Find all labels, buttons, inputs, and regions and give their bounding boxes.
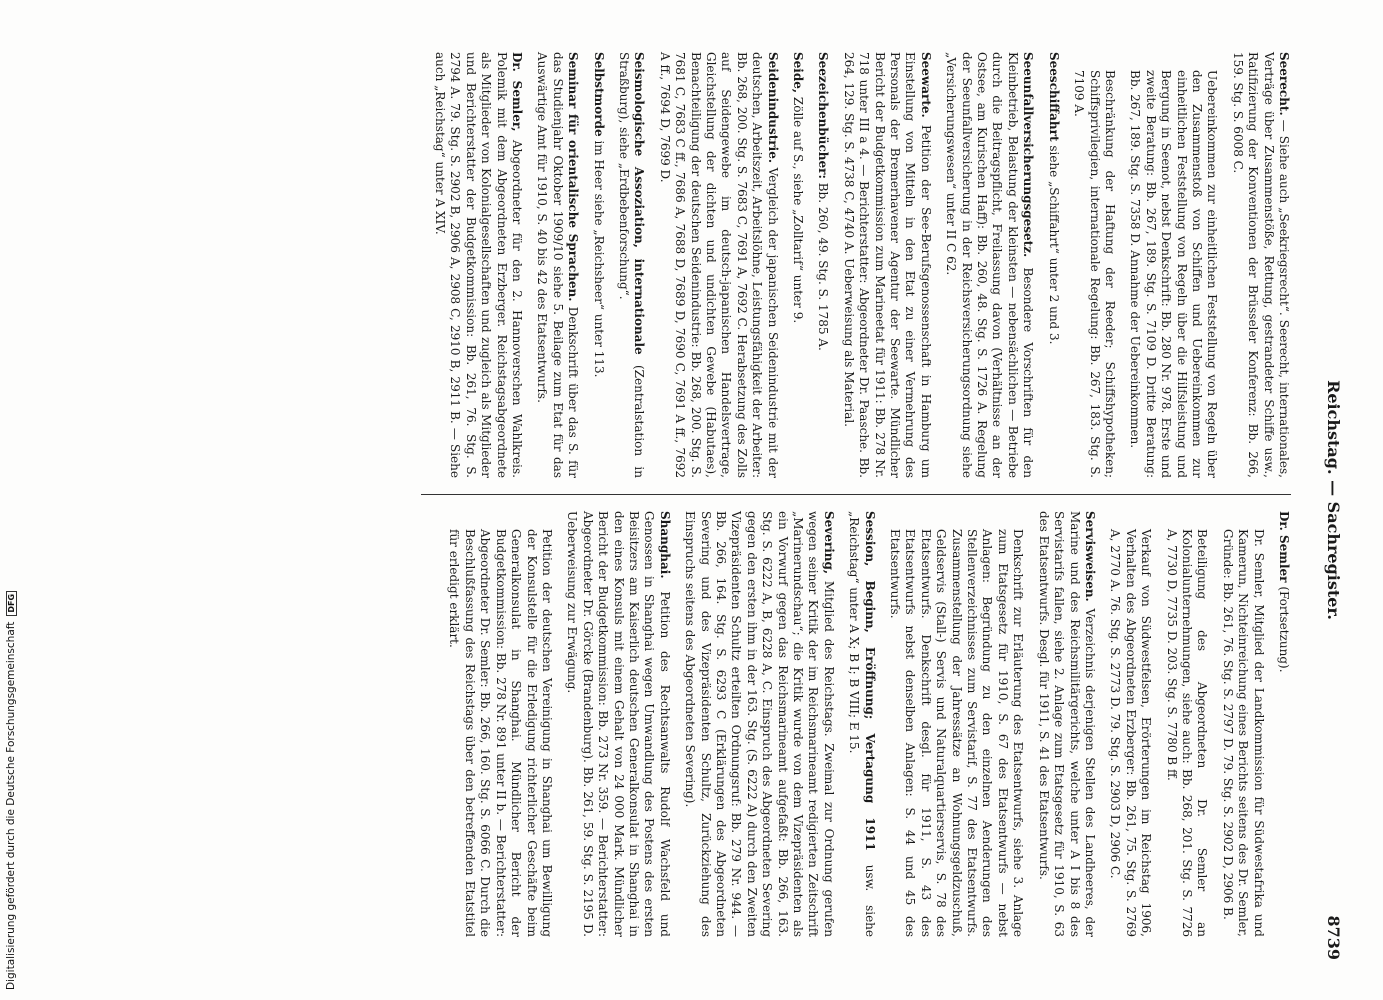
register-entry <box>790 52 805 478</box>
right-column <box>422 499 1292 949</box>
entry-lemma: Seerecht. <box>1277 52 1291 116</box>
column-divider <box>422 494 1292 495</box>
entry-text: (Fortsetzung). <box>1277 586 1291 673</box>
register-entry <box>1071 70 1117 478</box>
register-entry <box>840 52 932 478</box>
entry-text: Zölle auf S., siehe „Zolltarif“ unter 9. <box>791 96 806 324</box>
entry-lemma: Severing, <box>821 511 836 575</box>
register-entry <box>534 52 580 478</box>
entry-text: Verzeichnis derjenigen Stellen des Landheeres, der Marine und des Reichsmilitärgerichts, welche unter A I bis 8 des Servistarifs fallen, siehe 2. Anlage zum Etatsgesetz für 1910, S. 63 des Etatsentwurfs. Desgl. für 1911, S. 41 des Etatsentwurfs. <box>1036 511 1097 937</box>
register-entry <box>1045 52 1060 478</box>
page-title: Reichstag. — Sachregister. <box>1324 380 1343 620</box>
register-entry <box>564 511 672 937</box>
entry-text: (Zentralstation in Straßburg), siehe „Erdbebenforschung“. <box>616 52 647 478</box>
entry-lemma: Seidenindustrie. <box>765 52 780 163</box>
entry-text: Uebereinkommen zur einheitlichen Feststellung von Regeln über den Zusammenstoß von Schiffen und Uebereinkommen zur einheitlichen Feststellung von Regeln über die Hilfsleistung und Bergung in Seenot, nebst Denkschrift: Bb. 280 Nr. 978. Erste und zweite Beratung: Bb. 267, 189. Stg. S. 7109 D. Dritte Beratung: Bb. 267, 189. Stg. S. 7358 D. Annahme der Uebereinkommen. <box>1128 70 1220 478</box>
entry-text: im Heer siehe „Reichsheer“ unter 113. <box>591 140 606 378</box>
entry-text: Petition der See-Berufsgenossenschaft in Hamburg um Einstellung von Mitteln in den Etat zu einer Vermehrung des Personals der Bremerhavener Agentur der Seewarte. Mündlicher Bericht der Budgetkommission zum Marineetat für 1911: Bb. 278 Nr. 718 unter III a 4. — Berichterstatter: Abgeordneter Dr. Paasche. Bb. 264, 129. Stg. S. 4738 C, 4740 A. Ueberweisung als Material. <box>841 52 933 478</box>
register-entry <box>446 529 554 937</box>
entry-lemma: Seezeichenbücher: <box>816 52 831 179</box>
register-entry <box>616 52 647 478</box>
entry-lemma: Seminar für orientalische Sprachen. <box>566 52 581 302</box>
register-entry <box>1107 529 1153 937</box>
entry-text: Denkschrift zur Erläuterung des Etatsentwurfs, siehe 3. Anlage zum Etatsgesetz für 1910, S. 67 des Etatsentwurfs — nebst Anlagen: Begründung zu den einzelnen Aenderungen des Stellenverzeichnisses zum Servistarif, S. 77 des Etatsentwurfs. Zusammenstellung der Jahressätze an Wohnungsgeldzuschuß, Geldservis (Stall-) Servis und Naturalquartierservis, S. 78 des Etatsentwurfs. Denkschrift desgl. für 1911, S. 43 des Etatsentwurfs nebst denselben Anlagen: S. 44 und 45 des Etatsentwurfs. <box>888 529 1026 937</box>
entry-text: Denkschrift über das S. für das Studienjahr Oktober 1909/10 siehe 5. Beilage zum Etat für das Auswärtige Amt für 1910, S. 40 bis 42 des Etatsentwurfs. <box>535 52 581 478</box>
entry-text: Beteiligung des Abgeordneten Dr. Semler an Kolonialunternehmungen, siehe auch: Bb. 268, 201. Stg. S. 7726 A, 7730 D, 7735 D. 203. Stg. S. 7780 B ff. <box>1164 529 1210 937</box>
entry-lemma: Shanghai. <box>657 511 672 579</box>
register-entry <box>1219 529 1265 937</box>
register-entry <box>590 52 605 478</box>
entry-text: usw. siehe „Reichstag“ unter A X; B I; B VIII; E 15. <box>847 511 877 937</box>
entry-text: Bb. 260, 49. Stg. S. 1785 A. <box>816 182 831 351</box>
entry-lemma: Session, Beginn, Eröffnung; Vertagung 1911 <box>862 511 877 851</box>
credit-text: Digitalisierung gefördert durch die Deutsche Forschungsgemeinschaft <box>5 621 17 990</box>
two-column-body <box>422 40 1292 960</box>
entry-lemma: Seewarte. <box>918 52 933 118</box>
entry-text: Abgeordneter für den 2. Hannoverschen Wahlkreis. Polemik mit dem Abgeordneten Erzberger. Reichstagsabgeordnete als Mitglieder von Kolonialgesellschaften und zugleich als Mitglieder und Berichterstatter der Budgetkommission: Bb. 261, 76. Stg. S. 2794 A. 79. Stg. S. 2902 B, 2906 A, 2908 C, 2910 B, 2911 B. — Siehe auch „Reichstag“ unter A XIV. <box>432 52 524 478</box>
entry-text: Besondere Vorschriften für den Kleinbetrieb, Belastung der kleinsten — nebensächlichen — Betriebe durch die Beitragspflicht, Freilassung davon (Verhältnisse an der Ostsee, am Kurischen Haff): Bb. 260, 48. Stg. S. 1726 A. Regelung der Seeunfallversicherung in der Reichsversicherungsordnung siehe „Versicherungswesen“ unter II C 62. <box>944 52 1036 478</box>
register-entry <box>1035 511 1097 937</box>
entry-text: Beschränkung der Haftung der Reeder; Schiffshypotheken; Schiffsprivilegien, internationale Regelung: Bb. 267, 183. Stg. S. 7109 A. <box>1072 70 1117 478</box>
register-entry <box>815 52 830 478</box>
entry-text: Vergleich der japanischen Seidenindustrie mit der deutschen, Arbeitszeit, Arbeitslöhne, Leistungsfähigkeit der Arbeiter: Bb. 268, 200. Stg. S. 7683 C, 7691 A, 7692 C. Herabsetzung des Zolls auf Seidengewebe im deutsch-japanischen Handelsvertrage, Gleichstellung der dichten und undichten Gewebe (Habutaes), Benachteiligung der deutschen Seidenindustrie: Bb. 268, 200. Stg. S. 7681 C, 7683 C ff., 7686 A, 7688 D, 7689 D, 7690 C, 7691 A ff., 7692 A ff., 7694 D, 7699 D. <box>657 52 780 478</box>
register-entry <box>656 52 779 478</box>
register-entry <box>887 529 1026 937</box>
entry-lemma: Seismologische Assoziation, internationale <box>632 52 647 355</box>
register-entry <box>432 52 524 478</box>
page-number: 8739 <box>1324 915 1343 960</box>
entry-lemma: Selbstmorde <box>591 52 606 137</box>
entry-lemma: Seeschiffahrt <box>1046 52 1061 142</box>
entry-lemma: Servisweisen. <box>1082 511 1097 602</box>
register-entry <box>682 511 836 937</box>
left-column <box>422 40 1292 490</box>
entry-lemma: Dr. Semler, <box>509 52 524 132</box>
digitization-credit <box>2 0 20 1000</box>
entry-lemma: Seeunfallversicherungsgesetz. <box>1021 52 1036 258</box>
entry-text: Verkauf von Südwestfelsen, Erörterungen im Reichstag 1906, Verhalten des Abgeordneten Erzberger: Bb. 261, 75. Stg. S. 2769 A, 2770 A. 76. Stg. S. 2773 D. 79. Stg. S. 2903 D, 2906 C. <box>1108 529 1154 937</box>
entry-lemma: Dr. Semler <box>1277 511 1291 583</box>
register-entry <box>1163 529 1209 937</box>
register-entry <box>1229 52 1291 478</box>
dfg-logo: DFG <box>6 591 17 616</box>
running-head <box>1315 40 1343 960</box>
entry-text: — Siehe auch „Seekriegsrecht“. Seerecht, internationales, Verträge über Zusammenstöße, Rettung, gestrandeter Schiffe usw., Ratifizierung der Konventionen der Brüsseler Konferenz: Bb. 266, 159. Stg. S. 6008 C. <box>1230 52 1291 478</box>
register-entry <box>943 52 1035 478</box>
register-entry <box>1276 511 1291 937</box>
register-entry <box>1127 70 1219 478</box>
entry-lemma: Seide, <box>791 52 806 94</box>
entry-text: siehe „Schiffahrt“ unter 2 und 3. <box>1046 145 1061 345</box>
entry-text: Petition der deutschen Vereinigung in Shanghai um Bewilligung der Konsulstelle für die Erledigung richterlicher Geschäfte beim Generalkonsulat in Shanghai. Mündlicher Bericht der Budgetkommission: Bb. 278 Nr. 891 unter II b. — Berichterstatter: Abgeordneter Dr. Semler: Bb. 266, 160. Stg. S. 6066 C. Durch die Beschlußfassung des Reichstags über den betreffenden Etatstitel für erledigt erklärt. <box>447 529 554 937</box>
entry-text: Mitglied des Reichstags. Zweimal zur Ordnung gerufen wegen seiner Kritik der im Reichsmarineamt redigierten Zeitschrift „Marinerundschau“; die Kritik wurde von dem Vizepräsidenten als ein Vorwurf gegen das Reichsmarineamt aufgefaßt: Bb. 266, 163. Stg. S. 6222 A, B, 6228 A, C. Einspruch des Abgeordneten Severing gegen den ersten ihm in der 163. Stg. (S. 6222 A) durch den Zweiten Vizepräsidenten Schultz erteilten Ordnungsruf: Bb. 279 Nr. 944. — Bb. 266, 164. Stg. S. 6293 C (Erklärungen des Abgeordneten Severing und des Vizepräsidenten Schultz, Zurückziehung des Einspruchs seitens des Abgeordneten Severing). <box>683 511 836 937</box>
entry-text: Dr. Semler, Mitglied der Landkommission für Südwestafrika und Kamerun, Nichteinreichung eines Berichts seitens des Dr. Semler, Gründe: Bb. 261, 76. Stg. S. 2797 D. 79. Stg. S. 2902 D, 2906 B. <box>1220 529 1266 937</box>
register-entry <box>846 511 877 937</box>
entry-text: Petition des Rechtsanwalts Rudolf Wachsfeld und Genossen in Shanghai wegen Umwandlung des Postens des ersten Beisitzers am Kaiserlich deutschen Generalkonsulat in Shanghai in den eines Konsuls mit einem Gehalt von 24 000 Mark. Mündlicher Bericht der Budgetkommission: Bb. 273 Nr. 359. — Berichterstatter: Abgeordneter Dr. Görcke (Brandenburg). Bb. 261, 59. Stg. S. 2195 D. Ueberweisung zur Erwägung. <box>565 511 672 937</box>
